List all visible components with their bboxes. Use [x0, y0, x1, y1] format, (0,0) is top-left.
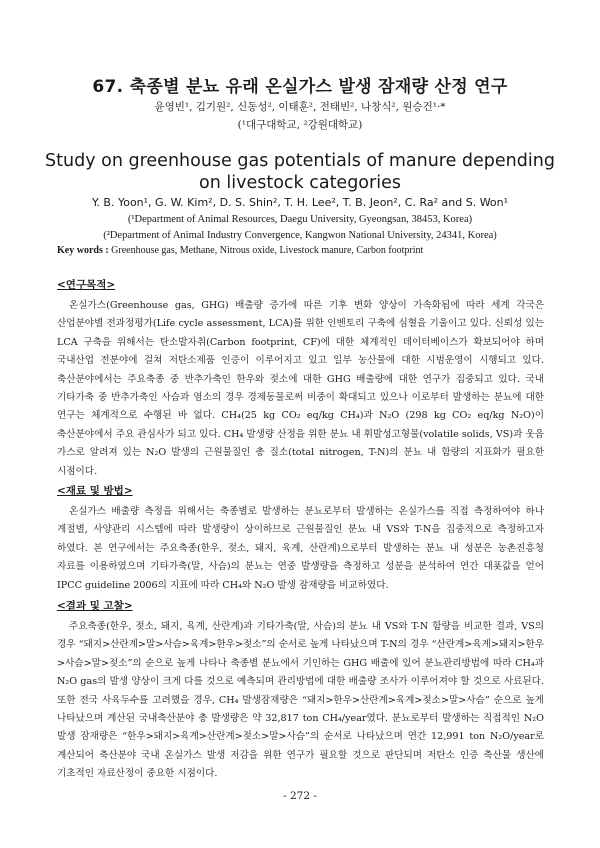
page-number: - 272 - [283, 790, 317, 802]
section-heading: <연구목적> [57, 279, 116, 291]
affiliation-english-1: (¹Department of Animal Resources, Daegu University, Gyeongsan, 38453, Korea) [127, 214, 473, 225]
keywords-label: Key words : [57, 245, 109, 256]
section-body: 온실가스(Greenhouse gas, GHG) 배출량 증가에 따른 기후 변화 양상이 가속화됨에 따라 세계 각국은 산업분야별 전과정평가(Life cycle assessment, LCA)를 위한 인벤토리 구축에 심혈을 기울이고 있다. 신뢰성 있는 LCA 구축을 위해서는 탄소발자취(Carbon footprint, CF)에 대한 체계적인 데이터베이스가 확보되어야 하며 국내산업 전분야에 걸쳐 저탄소제품 인증이 이루어지고 있고 일부 농산물에 대한 시범운영이 시행되고 있다. 축산분야에서는 주요축종 중 반추가축인 한우와 젖소에 대한 GHG 배출량에 대한 연구가 집중되고 있다. 국내 기타가축 중 반추가축인 사슴과 염소의 경우 경제동물로써 비중이 확대되고 있으나 이로부터 발생하는 분뇨에 대한 연구는 체계적으로 수행된 바 없다. CH₄(25 kg CO₂ eq/kg CH₄)과 N₂O (298 kg CO₂ eq/kg N₂O)이 축산분야에서 주요 관심사가 되고 있다. CH₄ 발생량 산정을 위한 분뇨 내 휘발성고형물(volatile solids, VS)과 웃음 가스로 알려져 있는 N₂O 발생의 근원물질인 총 질소(total nitrogen, T-N)의 분뇨 내 함량의 지표화가 필요한 시점이다. [57, 300, 544, 477]
section-heading: <결과 및 고찰> [57, 600, 133, 612]
section-results [57, 598, 544, 784]
affiliation-english-2: (²Department of Animal Industry Convergence, Kangwon National University, 24341, Korea) [103, 230, 497, 241]
paper-title-korean: 67. 축종별 분뇨 유래 온실가스 발생 잠재량 산정 연구 [92, 77, 508, 97]
paper-title-english: Study on greenhouse gas potentials of manure depending on livestock categories [45, 151, 555, 193]
section-body: 주요축종(한우, 젖소, 돼지, 육계, 산란계)과 기타가축(말, 사슴)의 분뇨 내 VS와 T-N 함량을 비교한 결과, VS의 경우 “돼지>산란계>말>사슴>육계>한우>젖소”의 순서로 높게 나타났으며 T-N의 경우 “산란계>육계>돼지>한우>사슴>말>젖소”의 순으로 높게 나타나 축종별 분뇨에서 기인하는 GHG 배출에 있어 분뇨관리방법에 따라 CH₄과 N₂O gas의 발생 양상이 크게 다를 것으로 예측되며 관리방법에 대한 배출량 조사가 이루어져야 할 것으로 사료된다. 또한 전국 사육두수를 고려했을 경우, CH₄ 발생잠재량은 “돼지>한우>산란계>육계>젖소>말>사슴” 순으로 높게 나타났으며 계산된 국내축산분야 총 발생량은 약 32,817 ton CH₄/year였다. 분뇨로부터 발생하는 직접적인 N₂O 발생 잠재량은 “한우>돼지>육계>산란계>젖소>말>사슴”의 순서로 나타났으며 연간 12,991 ton N₂O/year로 계산되어 축산분야 국내 온실가스 발생 저감을 위한 연구가 필요할 것으로 판단되며 저탄소 인증 축산물 생산에 기초적인 자료산정이 중요한 시점이다. [57, 621, 544, 780]
section-methods [57, 483, 544, 595]
section-heading: <재료 및 방법> [57, 485, 133, 497]
section-purpose [57, 277, 544, 481]
keywords-line [57, 245, 557, 256]
authors-english: Y. B. Yoon¹, G. W. Kim², D. S. Shin², T. H. Lee², T. B. Jeon², C. Ra² and S. Won¹ [91, 196, 509, 209]
keywords-text: Greenhouse gas, Methane, Nitrous oxide, Livestock manure, Carbon footprint [111, 245, 424, 256]
authors-korean: 윤영빈¹, 김기원², 신동성², 이태훈², 전태빈², 나창식², 원승건¹·* [154, 101, 446, 113]
section-body: 온실가스 배출량 측정을 위해서는 축종별로 발생하는 분뇨로부터 발생하는 온실가스를 직접 측정하여야 하나 계절별, 사양관리 시스템에 따라 발생량이 상이하므로 근원물질인 분뇨 내 VS와 T-N을 집중적으로 측정하고자 하였다. 본 연구에서는 주요축종(한우, 젖소, 돼지, 육계, 산란계)으로부터 발생하는 분뇨 내 성분은 농촌진흥청 자료를 이용하였으며 기타가축(말, 사슴)의 분뇨는 연중 발생량을 측정하고 성분을 분석하여 연간 대푯값을 얻어 IPCC guideline 2006의 지표에 따라 CH₄와 N₂O 발생 잠재량을 비교하였다. [57, 506, 544, 591]
affiliations-korean: (¹대구대학교, ²강원대학교) [237, 119, 363, 131]
